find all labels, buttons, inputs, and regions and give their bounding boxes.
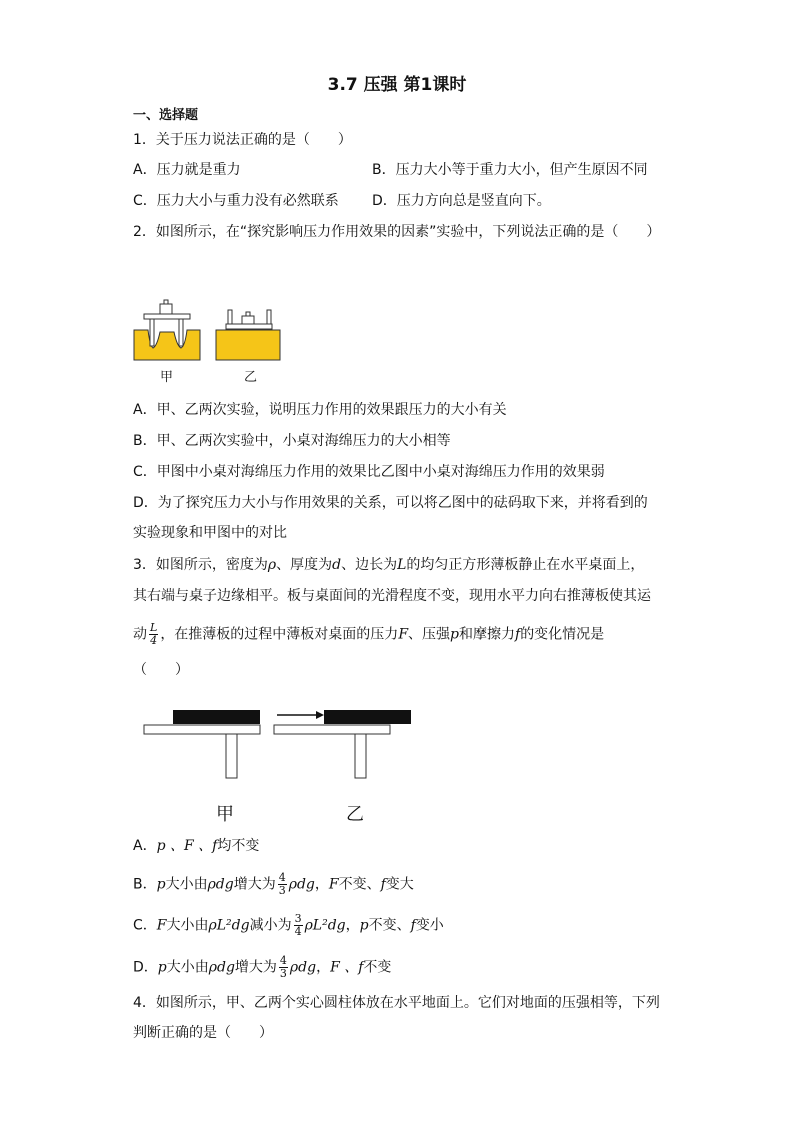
page-title: 3.7 压强 第1课时 (327, 75, 467, 95)
table-top-jia (144, 314, 190, 319)
q2-option-d-line1: D．为了探究压力大小与作用效果的关系，可以将乙图中的砝码取下来，并将看到的 (133, 495, 648, 511)
q3-option-b: B．p大小由ρdg增大为 $\frac{4}{3}$ ρdg，F不变、f变大 (133, 871, 414, 897)
fraction-L-over-4: $\frac{L}{4}$ (150, 621, 158, 647)
fraction-3-over-4: $\frac{3}{4}$ (294, 912, 302, 938)
q2-option-b: B．甲、乙两次实验中，小桌对海绵压力的大小相等 (133, 433, 451, 449)
q1-option-b: B．压力大小等于重力大小，但产生原因不同 (372, 162, 648, 178)
q4-stem-line1: 4．如图所示，甲、乙两个实心圆柱体放在水平地面上。它们对地面的压强相等，下列 (133, 995, 660, 1011)
q4-stem-line2: 判断正确的是（ ） (133, 1025, 273, 1041)
fraction-4-over-3-d: $\frac{4}{3}$ (279, 954, 287, 980)
q3-stem-line2: 其右端与桌子边缘相平。板与桌面间的光滑程度不变，现用水平力向右推薄板使其运 (133, 588, 651, 604)
q1-stem: 1．关于压力说法正确的是（ ） (133, 132, 352, 148)
q3-figure-label-jia: 甲 (216, 804, 234, 825)
table-leg-jia (226, 734, 237, 778)
table-leg-yi (355, 734, 366, 778)
q1-option-a: A．压力就是重力 (133, 162, 241, 178)
q3-figure-label-yi: 乙 (346, 804, 364, 825)
sponge-jia (134, 330, 200, 360)
q2-figure-label-jia: 甲 (160, 370, 174, 385)
q1-option-d: D．压力方向总是竖直向下。 (372, 193, 551, 209)
q2-figure-label-yi: 乙 (244, 370, 258, 385)
q3-stem-line4: （ ） (133, 662, 189, 678)
q3-stem-line3: 动 $\frac{L}{4}$ ，在推薄板的过程中薄板对桌面的压力F、压强p和摩擦力f的变化情况是 (133, 621, 605, 647)
table-top-yi (274, 725, 390, 734)
q3-option-c: C．F大小由ρL²dg减小为 $\frac{3}{4}$ ρL²dg，p不变、f变小 (133, 912, 444, 938)
q3-option-a: A．p 、F 、f均不变 (133, 838, 260, 854)
q3-figure (140, 703, 420, 785)
q2-figure (130, 296, 290, 388)
q3-option-d: D．p大小由ρdg增大为 $\frac{4}{3}$ ρdg，F 、f不变 (133, 954, 392, 980)
table-top-jia (144, 725, 260, 734)
q2-option-c: C．甲图中小桌对海绵压力作用的效果比乙图中小桌对海绵压力作用的效果弱 (133, 464, 605, 480)
q2-stem: 2．如图所示，在“探究影响压力作用效果的因素”实验中，下列说法正确的是（ ） (133, 224, 661, 240)
plate-jia (173, 710, 260, 724)
weight-yi (242, 316, 254, 324)
sponge-yi (216, 330, 280, 360)
weight-jia (160, 304, 172, 314)
fraction-4-over-3: $\frac{4}{3}$ (278, 871, 286, 897)
q2-option-a: A．甲、乙两次实验，说明压力作用的效果跟压力的大小有关 (133, 402, 507, 418)
q3-stem-line1: 3．如图所示，密度为ρ、厚度为d、边长为L的均匀正方形薄板静止在水平桌面上， (133, 557, 645, 573)
table-top-yi (226, 324, 272, 329)
q2-option-d-line2: 实验现象和甲图中的对比 (133, 525, 287, 541)
section-heading: 一、选择题 (133, 108, 199, 123)
plate-yi (324, 710, 411, 724)
q1-option-c: C．压力大小与重力没有必然联系 (133, 193, 339, 209)
